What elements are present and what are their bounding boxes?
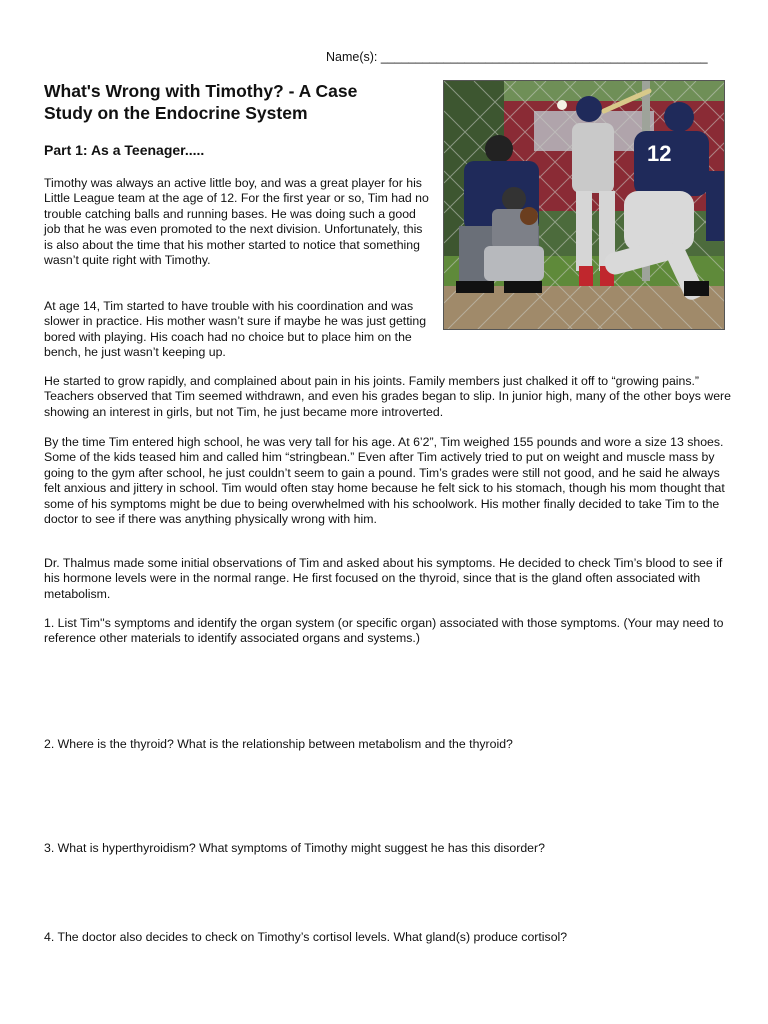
question-4: 4. The doctor also decides to check on Timothy’s cortisol levels. What gland(s) produce cortisol? — [44, 930, 568, 944]
paragraph-2: At age 14, Tim started to have trouble with his coordination and was slower in practice. His mother wasn’t sure if maybe he was just getting bored with playing. His coach had no choice but to place him on the bench, he just wasn’t keeping up. — [44, 299, 427, 360]
baseball-photo — [443, 80, 725, 330]
paragraph-4: By the time Tim entered high school, he was very tall for his age. At 6’2”, Tim weighed 155 pounds and wore a size 13 shoes. Some of the kids teased him and called him “stringbean.” Even after Tim actively tried to put on weight and muscle mass by going to the gym after school, he just couldn’t seem to gain a pound. Tim’s grades were still not good, and he said he always felt anxious and jittery in school. Tim would often stay home because he felt sick to his stomach, though his mom thought that some of his symptoms might be due to being overwhelmed with his schoolwork. His mother finally decided to take Tim to the doctor to see if there was anything physically wrong with him. — [44, 435, 725, 527]
paragraph-1: Timothy was always an active little boy, and was a great player for his Little League team at the age of 12. For the first year or so, Tim had no trouble catching balls and running bases. He was doing such a good job that he was even promoted to the next division. Unfortunately, this is also about the time that his mother started to notice that something wasn’t quite right with Timothy. — [44, 176, 429, 268]
paragraph-5: Dr. Thalmus made some initial observations of Tim and asked about his symptoms. He decided to check Tim’s blood to see if his hormone levels were in the normal range. He first focused on the thyroid, since that is the gland often associated with metabolism. — [44, 556, 723, 601]
baseball-ball — [557, 100, 567, 110]
question-2: 2. Where is the thyroid? What is the relationship between metabolism and the thyroid? — [44, 737, 513, 751]
part1-heading: Part 1: As a Teenager..... — [44, 142, 205, 158]
worksheet-title: What's Wrong with Timothy? - A Case Study on the Endocrine System — [44, 81, 358, 123]
question-3: 3. What is hyperthyroidism? What symptoms of Timothy might suggest he has this disorder? — [44, 841, 545, 855]
jersey-number: 12 — [647, 141, 672, 166]
paragraph-3: He started to grow rapidly, and complained about pain in his joints. Family members just chalked it off to “growing pains.” Teachers observed that Tim seemed withdrawn, and even his grades began to slip. In junior high, many of the other boys were showing an interest in girls, but not Tim, he just became more introverted. — [44, 374, 731, 419]
question-1: 1. List Tim''s symptoms and identify the organ system (or specific organ) associated with those symptoms. (Your may need to reference other materials to identify associated organs and systems.) — [44, 616, 724, 646]
name-field-label: Name(s): _______________________________________________ — [326, 50, 708, 64]
